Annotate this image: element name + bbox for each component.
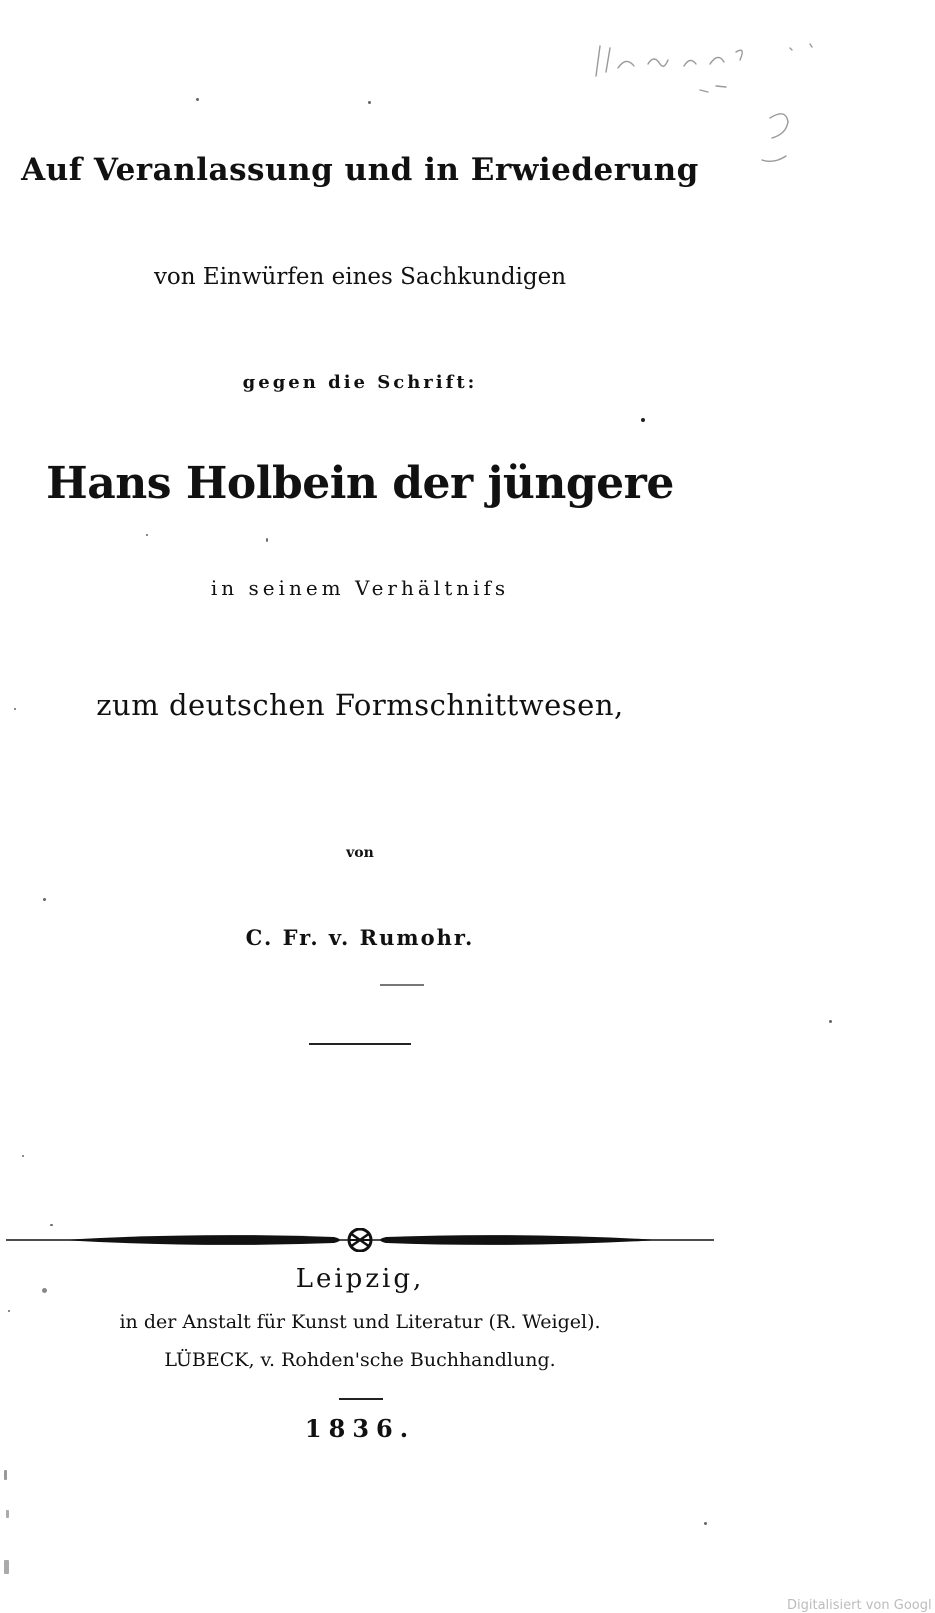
paper-speck: [43, 898, 46, 901]
heading-line-1: Auf Veranlassung und in Erwiederung: [21, 152, 699, 188]
heading-line-2: von Einwürfen eines Sachkundigen: [153, 264, 567, 290]
paper-speck: [4, 1470, 7, 1480]
year-divider: [339, 1398, 383, 1400]
paper-speck: [704, 1522, 707, 1525]
imprint-city: Leipzig,: [295, 1264, 425, 1294]
paper-speck: [641, 418, 645, 422]
by-line: von: [346, 845, 374, 861]
main-title: Hans Holbein der jüngere: [46, 458, 674, 509]
paper-speck: [146, 534, 148, 536]
paper-speck: [829, 1020, 832, 1023]
imprint-bookseller: LÜBECK, v. Rohden'sche Buchhandlung.: [164, 1349, 556, 1371]
author-name: C. Fr. v. Rumohr.: [245, 925, 475, 950]
heading-line-3: gegen die Schrift:: [242, 372, 478, 393]
paper-speck: [22, 1155, 24, 1157]
paper-speck: [6, 1510, 9, 1518]
subtitle-line-2: zum deutschen Formschnittwesen,: [96, 688, 624, 722]
imprint-publisher: in der Anstalt für Kunst und Literatur (R. Weigel).: [119, 1311, 601, 1333]
paper-speck: [4, 1560, 9, 1574]
short-divider: [380, 984, 424, 986]
paper-speck: [14, 708, 16, 710]
paper-speck: [196, 98, 199, 101]
paper-speck: [42, 1288, 47, 1293]
paper-speck: [266, 538, 268, 542]
imprint-year: 1836.: [304, 1414, 416, 1443]
subtitle-line-1: in seinem Verhältnifs: [210, 576, 510, 600]
author-divider: [309, 1043, 411, 1045]
paper-speck: [8, 1310, 10, 1312]
digitization-watermark: Digitalisiert von Googl: [787, 1598, 932, 1613]
ornamental-rule: [0, 1228, 720, 1252]
handwritten-annotation: [590, 38, 830, 168]
paper-speck: [50, 1224, 53, 1226]
paper-speck: [368, 101, 371, 104]
